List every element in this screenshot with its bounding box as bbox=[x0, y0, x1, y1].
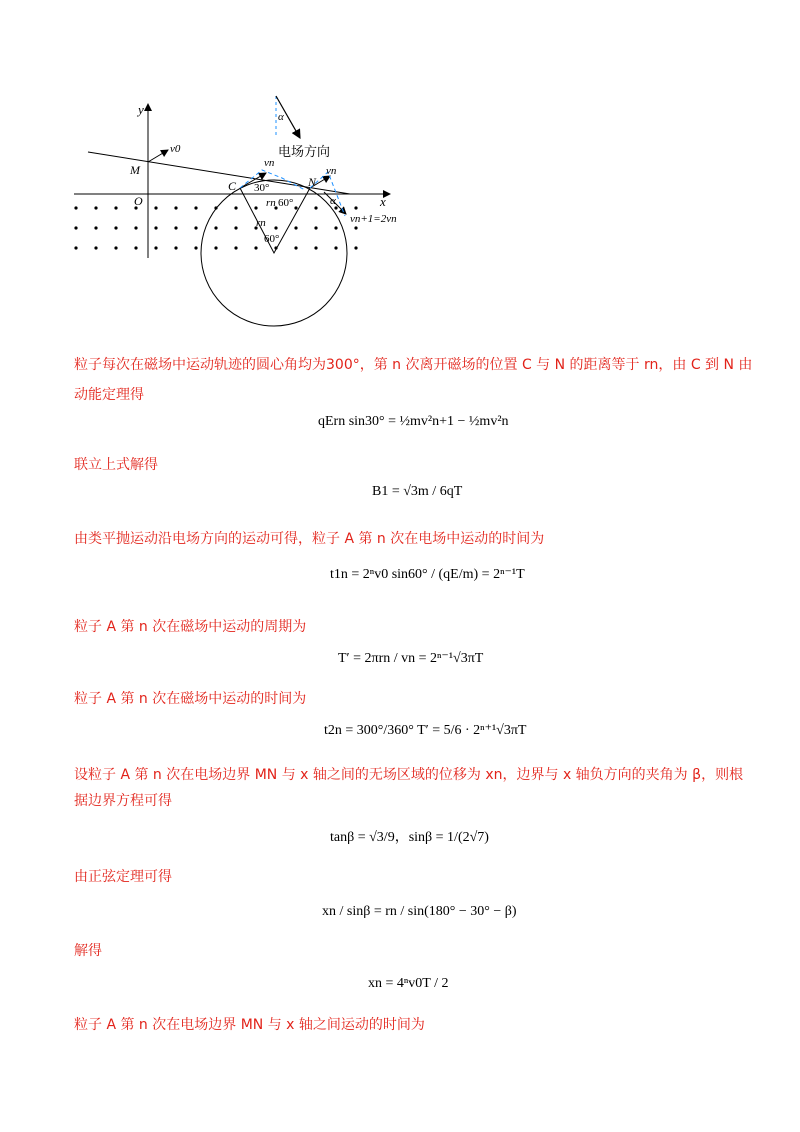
equation-t1n: t1n = 2ⁿv0 sin60° / (qE/m) = 2ⁿ⁻¹T bbox=[330, 567, 525, 582]
field-dot bbox=[154, 246, 157, 249]
physics-diagram bbox=[60, 90, 420, 335]
label-alpha-bottom: α bbox=[330, 195, 336, 207]
field-dot bbox=[114, 226, 117, 229]
label-n: N bbox=[308, 175, 317, 189]
field-dot bbox=[234, 226, 237, 229]
field-dot bbox=[334, 246, 337, 249]
field-dot bbox=[94, 246, 97, 249]
field-dot bbox=[154, 206, 157, 209]
paragraph-1-line-2: 动能定理得 bbox=[74, 387, 144, 403]
label-field-direction: 电场方向 bbox=[278, 144, 331, 159]
field-dot bbox=[354, 246, 357, 249]
equation-t2n: t2n = 300°/360° T′ = 5/6 · 2ⁿ⁺¹√3πT bbox=[324, 723, 527, 738]
paragraph-5: 粒子 A 第 n 次在磁场中运动的时间为 bbox=[74, 691, 307, 707]
label-vn-top: vn bbox=[264, 157, 275, 169]
paragraph-1-line-1: 粒子每次在磁场中运动轨迹的圆心角均为300°，第 n 次离开磁场的位置 C 与 N 的距离等于 rn，由 C 到 N 由 bbox=[74, 357, 753, 373]
paragraph-9: 粒子 A 第 n 次在电场边界 MN 与 x 轴之间运动的时间为 bbox=[74, 1017, 425, 1033]
field-dot bbox=[174, 206, 177, 209]
field-dot bbox=[354, 206, 357, 209]
paragraph-7: 由正弦定理可得 bbox=[74, 869, 172, 885]
field-dot bbox=[274, 226, 277, 229]
label-vn-right: vn bbox=[326, 165, 337, 177]
field-dot bbox=[294, 246, 297, 249]
field-dot bbox=[134, 226, 137, 229]
paragraph-3: 由类平抛运动沿电场方向的运动可得，粒子 A 第 n 次在电场中运动的时间为 bbox=[74, 531, 545, 547]
field-dot bbox=[314, 226, 317, 229]
magnetic-field-dots bbox=[74, 206, 357, 249]
field-dot bbox=[334, 226, 337, 229]
equation-xn: xn = 4ⁿv0T / 2 bbox=[368, 976, 449, 991]
label-c: C bbox=[228, 179, 237, 193]
label-o: O bbox=[134, 194, 143, 208]
field-dot bbox=[74, 246, 77, 249]
v0-arrow bbox=[148, 150, 168, 162]
paragraph-8: 解得 bbox=[74, 943, 102, 959]
paragraph-6-line-2: 据边界方程可得 bbox=[74, 793, 172, 809]
label-30: 30° bbox=[254, 182, 270, 194]
field-dot bbox=[214, 226, 217, 229]
label-y: y bbox=[138, 102, 144, 117]
label-m: M bbox=[130, 163, 140, 177]
field-dot bbox=[254, 206, 257, 209]
label-60b: 60° bbox=[264, 233, 280, 245]
field-dot bbox=[194, 206, 197, 209]
field-dot bbox=[314, 206, 317, 209]
field-dot bbox=[94, 226, 97, 229]
label-60a: 60° bbox=[278, 197, 294, 209]
field-dot bbox=[74, 226, 77, 229]
label-x: x bbox=[380, 194, 386, 209]
field-dot bbox=[114, 206, 117, 209]
label-vn1: vn+1=2vn bbox=[350, 213, 397, 225]
field-dot bbox=[194, 226, 197, 229]
field-dot bbox=[234, 206, 237, 209]
equation-b1: B1 = √3m / 6qT bbox=[372, 484, 463, 499]
field-dot bbox=[114, 246, 117, 249]
label-alpha-top: α bbox=[278, 111, 284, 123]
field-dot bbox=[174, 246, 177, 249]
field-dot bbox=[234, 246, 237, 249]
field-dot bbox=[94, 206, 97, 209]
field-dot bbox=[294, 206, 297, 209]
equation-beta: tanβ = √3/9，sinβ = 1/(2√7) bbox=[330, 830, 489, 845]
field-dot bbox=[354, 226, 357, 229]
field-dot bbox=[254, 246, 257, 249]
paragraph-6-line-1: 设粒子 A 第 n 次在电场边界 MN 与 x 轴之间的无场区域的位移为 xn，边界与 x 轴负方向的夹角为 β，则根 bbox=[74, 767, 744, 783]
equation-energy: qErn sin30° = ½mv²n+1 − ½mv²n bbox=[318, 414, 509, 429]
field-dot bbox=[214, 246, 217, 249]
label-v0: v0 bbox=[170, 143, 181, 155]
equation-period: T′ = 2πrn / vn = 2ⁿ⁻¹√3πT bbox=[338, 651, 484, 666]
equation-sine-law: xn / sinβ = rn / sin(180° − 30° − β) bbox=[322, 904, 517, 919]
field-dot bbox=[294, 226, 297, 229]
label-rn-b: rn bbox=[256, 217, 266, 229]
label-rn-a: rn bbox=[266, 197, 276, 209]
field-dot bbox=[194, 246, 197, 249]
paragraph-4: 粒子 A 第 n 次在磁场中运动的周期为 bbox=[74, 619, 307, 635]
field-dot bbox=[174, 226, 177, 229]
field-dot bbox=[314, 246, 317, 249]
field-dot bbox=[154, 226, 157, 229]
diagram-svg bbox=[60, 90, 420, 335]
field-dot bbox=[74, 206, 77, 209]
paragraph-2: 联立上式解得 bbox=[74, 457, 158, 473]
field-dot bbox=[134, 246, 137, 249]
